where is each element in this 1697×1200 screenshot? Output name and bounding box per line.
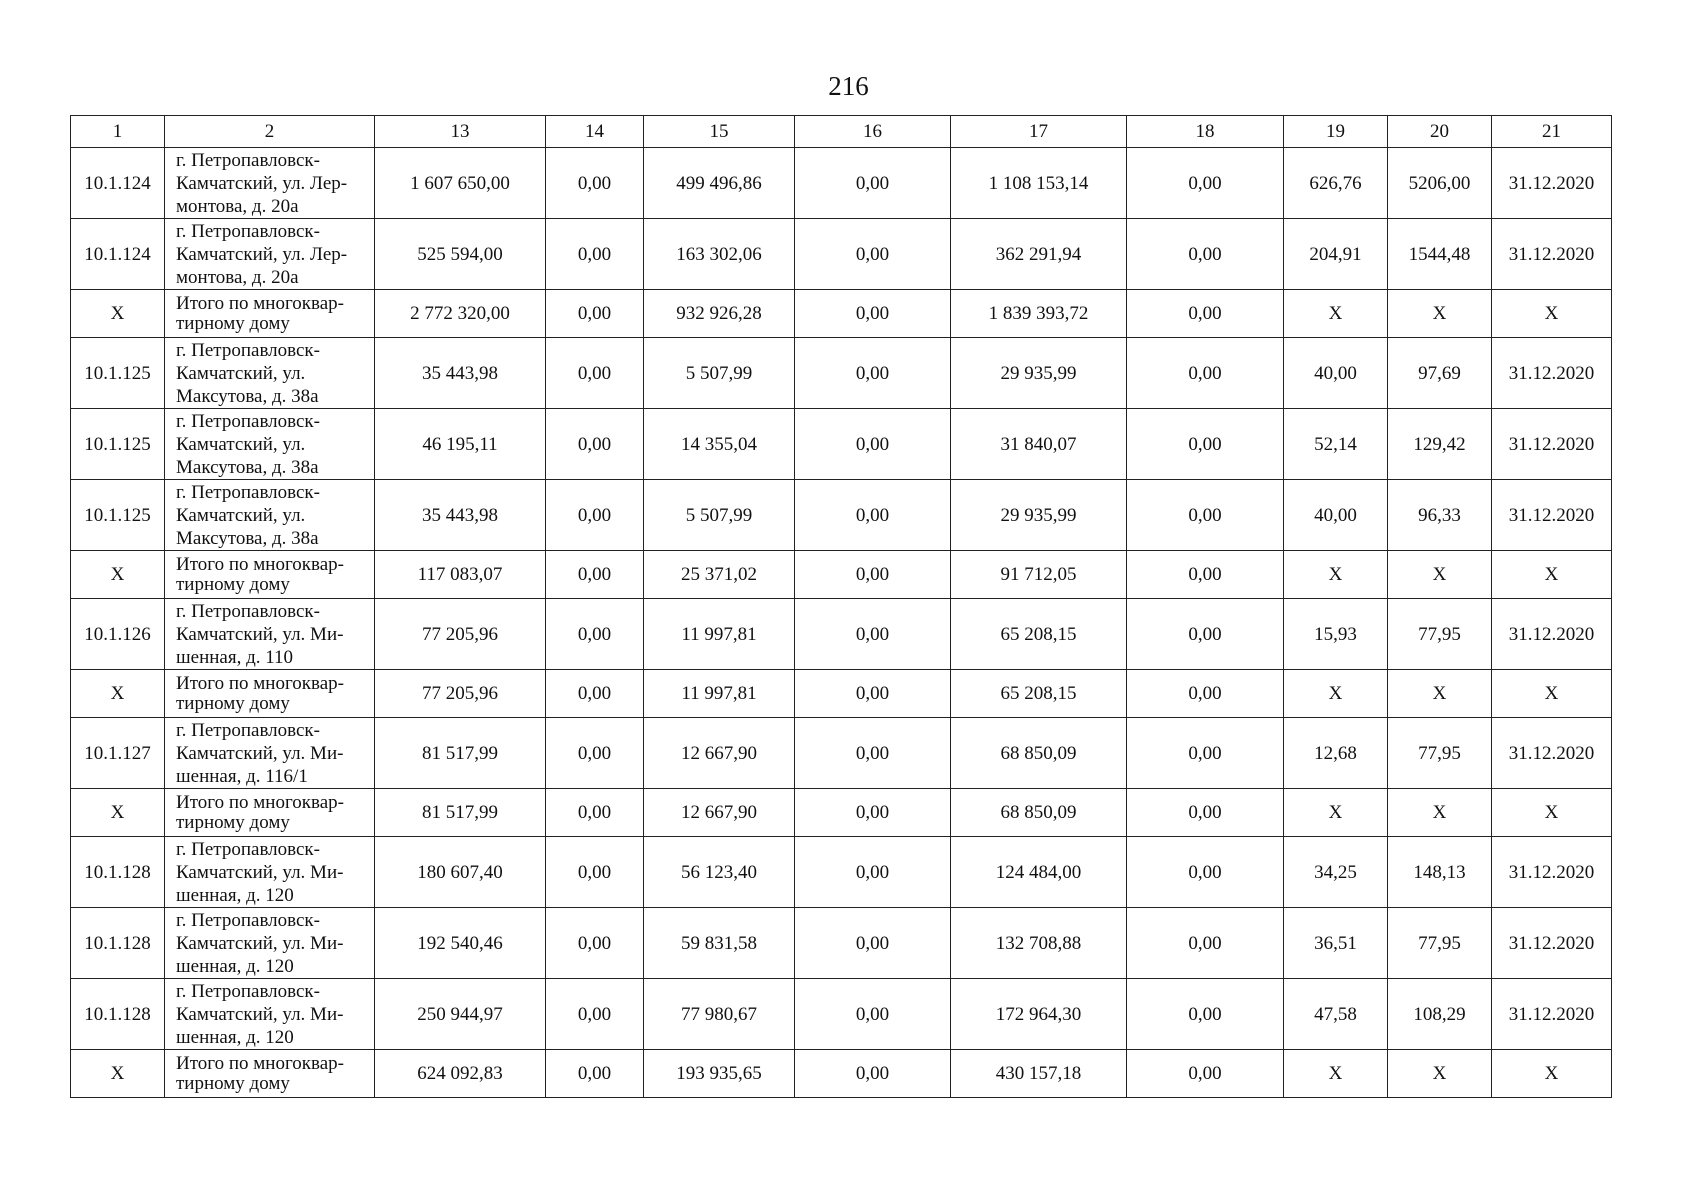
table-cell: 0,00 bbox=[1127, 551, 1284, 599]
table-cell: 0,00 bbox=[546, 979, 644, 1050]
table-row bbox=[71, 148, 1612, 219]
table-cell: X bbox=[1284, 1050, 1388, 1098]
table-cell: 129,42 bbox=[1388, 409, 1492, 480]
table-cell: 10.1.128 bbox=[71, 979, 165, 1050]
table-cell: 172 964,30 bbox=[951, 979, 1127, 1050]
table-cell: X bbox=[1388, 551, 1492, 599]
address-line: тирному дому bbox=[176, 1072, 290, 1094]
table-row bbox=[71, 837, 1612, 908]
table-cell: 0,00 bbox=[1127, 338, 1284, 409]
address-line: г. Петропавловск- bbox=[176, 220, 320, 242]
address-line: г. Петропавловск- bbox=[176, 410, 320, 432]
table-cell: 0,00 bbox=[1127, 1050, 1284, 1098]
table-cell: 52,14 bbox=[1284, 409, 1388, 480]
table-body bbox=[71, 148, 1612, 1098]
table-cell: 0,00 bbox=[795, 1050, 951, 1098]
table-cell: 0,00 bbox=[795, 338, 951, 409]
address-line: шенная, д. 110 bbox=[176, 646, 294, 668]
table-cell: 11 997,81 bbox=[644, 599, 795, 670]
table-cell: 0,00 bbox=[546, 290, 644, 338]
table-cell: 0,00 bbox=[546, 837, 644, 908]
address-line: Камчатский, ул. bbox=[176, 504, 306, 526]
table-cell: X bbox=[1284, 551, 1388, 599]
address-cell bbox=[165, 908, 375, 979]
table-cell: 35 443,98 bbox=[375, 338, 546, 409]
table-cell: 0,00 bbox=[795, 409, 951, 480]
table-cell: 0,00 bbox=[795, 670, 951, 718]
table-row bbox=[71, 480, 1612, 551]
table-cell: 12 667,90 bbox=[644, 718, 795, 789]
table-cell: 47,58 bbox=[1284, 979, 1388, 1050]
table-cell: 0,00 bbox=[795, 551, 951, 599]
table-row bbox=[71, 219, 1612, 290]
table-cell: 0,00 bbox=[795, 599, 951, 670]
table-cell: X bbox=[1492, 1050, 1612, 1098]
table-cell: X bbox=[1492, 290, 1612, 338]
table-cell: 77 205,96 bbox=[375, 670, 546, 718]
table-cell: 1 108 153,14 bbox=[951, 148, 1127, 219]
table-cell: 0,00 bbox=[1127, 599, 1284, 670]
column-header: 15 bbox=[644, 116, 795, 148]
table-cell: 0,00 bbox=[1127, 979, 1284, 1050]
address-line: тирному дому bbox=[176, 811, 290, 833]
address-line: Камчатский, ул. bbox=[176, 362, 306, 384]
table-cell: 29 935,99 bbox=[951, 480, 1127, 551]
table-cell: 34,25 bbox=[1284, 837, 1388, 908]
table-cell: X bbox=[71, 551, 165, 599]
address-line: Максутова, д. 38а bbox=[176, 385, 319, 407]
table-cell: 10.1.125 bbox=[71, 409, 165, 480]
column-header: 18 bbox=[1127, 116, 1284, 148]
table-cell: 56 123,40 bbox=[644, 837, 795, 908]
address-line: тирному дому bbox=[176, 692, 290, 714]
table-cell: 77,95 bbox=[1388, 718, 1492, 789]
address-line: Камчатский, ул. Ми- bbox=[176, 932, 344, 954]
table-cell: 35 443,98 bbox=[375, 480, 546, 551]
table-cell: 1 839 393,72 bbox=[951, 290, 1127, 338]
table-cell: X bbox=[1492, 551, 1612, 599]
address-line: Камчатский, ул. Ми- bbox=[176, 623, 344, 645]
table-cell: 10.1.128 bbox=[71, 837, 165, 908]
table-row bbox=[71, 338, 1612, 409]
address-line: Итого по многоквар- bbox=[176, 791, 344, 813]
table-cell: 10.1.128 bbox=[71, 908, 165, 979]
table-cell: 250 944,97 bbox=[375, 979, 546, 1050]
table-cell: 192 540,46 bbox=[375, 908, 546, 979]
table-cell: 81 517,99 bbox=[375, 789, 546, 837]
table-cell: 40,00 bbox=[1284, 338, 1388, 409]
table-cell: 193 935,65 bbox=[644, 1050, 795, 1098]
table-row bbox=[71, 409, 1612, 480]
address-line: шенная, д. 116/1 bbox=[176, 765, 308, 787]
table-cell: 97,69 bbox=[1388, 338, 1492, 409]
table-cell: 932 926,28 bbox=[644, 290, 795, 338]
table-cell: X bbox=[71, 290, 165, 338]
total-label-cell bbox=[165, 551, 375, 599]
table-cell: 65 208,15 bbox=[951, 670, 1127, 718]
table-cell: 0,00 bbox=[795, 718, 951, 789]
table-cell: 29 935,99 bbox=[951, 338, 1127, 409]
table-cell: 10.1.124 bbox=[71, 219, 165, 290]
table-cell: 68 850,09 bbox=[951, 789, 1127, 837]
table-cell: 65 208,15 bbox=[951, 599, 1127, 670]
address-line: Итого по многоквар- bbox=[176, 553, 344, 575]
table-cell: 36,51 bbox=[1284, 908, 1388, 979]
address-line: Максутова, д. 38а bbox=[176, 456, 319, 478]
table-cell: 0,00 bbox=[1127, 789, 1284, 837]
table-cell: 10.1.125 bbox=[71, 480, 165, 551]
table-cell: 15,93 bbox=[1284, 599, 1388, 670]
address-line: Итого по многоквар- bbox=[176, 292, 344, 314]
table-cell: 1 607 650,00 bbox=[375, 148, 546, 219]
address-cell bbox=[165, 979, 375, 1050]
table-cell: 46 195,11 bbox=[375, 409, 546, 480]
table-cell: 91 712,05 bbox=[951, 551, 1127, 599]
table-cell: 430 157,18 bbox=[951, 1050, 1127, 1098]
table-cell: 0,00 bbox=[1127, 480, 1284, 551]
table-cell: 0,00 bbox=[795, 979, 951, 1050]
column-header: 13 bbox=[375, 116, 546, 148]
address-cell bbox=[165, 837, 375, 908]
table-cell: 117 083,07 bbox=[375, 551, 546, 599]
address-line: шенная, д. 120 bbox=[176, 955, 294, 977]
table-cell: 31.12.2020 bbox=[1492, 480, 1612, 551]
table-cell: 10.1.124 bbox=[71, 148, 165, 219]
total-row bbox=[71, 670, 1612, 718]
table-cell: 0,00 bbox=[546, 409, 644, 480]
column-header: 16 bbox=[795, 116, 951, 148]
total-label-cell bbox=[165, 670, 375, 718]
table-cell: 77 205,96 bbox=[375, 599, 546, 670]
table-cell: 0,00 bbox=[1127, 148, 1284, 219]
address-line: Камчатский, ул. Лер- bbox=[176, 243, 348, 265]
table-cell: 362 291,94 bbox=[951, 219, 1127, 290]
address-line: монтова, д. 20а bbox=[176, 266, 299, 288]
table-cell: 499 496,86 bbox=[644, 148, 795, 219]
total-row bbox=[71, 1050, 1612, 1098]
address-line: Камчатский, ул. Ми- bbox=[176, 861, 344, 883]
address-line: монтова, д. 20а bbox=[176, 195, 299, 217]
table-cell: 0,00 bbox=[546, 718, 644, 789]
table-cell: 31.12.2020 bbox=[1492, 219, 1612, 290]
address-line: г. Петропавловск- bbox=[176, 481, 320, 503]
column-header: 21 bbox=[1492, 116, 1612, 148]
table-cell: 0,00 bbox=[546, 148, 644, 219]
table-cell: X bbox=[1492, 789, 1612, 837]
column-header: 1 bbox=[71, 116, 165, 148]
address-line: г. Петропавловск- bbox=[176, 719, 320, 741]
column-header: 2 bbox=[165, 116, 375, 148]
table-cell: 14 355,04 bbox=[644, 409, 795, 480]
table-cell: 0,00 bbox=[1127, 219, 1284, 290]
table-cell: 5 507,99 bbox=[644, 338, 795, 409]
table-cell: 77,95 bbox=[1388, 908, 1492, 979]
table-cell: 77,95 bbox=[1388, 599, 1492, 670]
table-cell: X bbox=[1492, 670, 1612, 718]
column-header: 17 bbox=[951, 116, 1127, 148]
total-label-cell bbox=[165, 290, 375, 338]
table-cell: 0,00 bbox=[1127, 290, 1284, 338]
address-line: г. Петропавловск- bbox=[176, 600, 320, 622]
table-cell: 148,13 bbox=[1388, 837, 1492, 908]
table-row bbox=[71, 718, 1612, 789]
table-cell: 1544,48 bbox=[1388, 219, 1492, 290]
table-cell: 11 997,81 bbox=[644, 670, 795, 718]
total-row bbox=[71, 551, 1612, 599]
page-number: 216 bbox=[828, 71, 869, 101]
address-line: г. Петропавловск- bbox=[176, 980, 320, 1002]
table-cell: 0,00 bbox=[546, 599, 644, 670]
table-cell: 0,00 bbox=[795, 148, 951, 219]
table-cell: 132 708,88 bbox=[951, 908, 1127, 979]
table-cell: 0,00 bbox=[1127, 718, 1284, 789]
total-label-cell bbox=[165, 1050, 375, 1098]
table-cell: 40,00 bbox=[1284, 480, 1388, 551]
address-cell bbox=[165, 148, 375, 219]
column-header: 19 bbox=[1284, 116, 1388, 148]
table-cell: 0,00 bbox=[795, 789, 951, 837]
address-line: Камчатский, ул. bbox=[176, 433, 306, 455]
table-cell: 0,00 bbox=[546, 670, 644, 718]
table-cell: X bbox=[1284, 290, 1388, 338]
table-cell: 31.12.2020 bbox=[1492, 148, 1612, 219]
address-cell bbox=[165, 338, 375, 409]
table-cell: X bbox=[71, 789, 165, 837]
address-line: шенная, д. 120 bbox=[176, 884, 294, 906]
table-cell: X bbox=[1388, 789, 1492, 837]
table-cell: 163 302,06 bbox=[644, 219, 795, 290]
table-cell: 0,00 bbox=[546, 789, 644, 837]
table-cell: 96,33 bbox=[1388, 480, 1492, 551]
table-cell: 31.12.2020 bbox=[1492, 718, 1612, 789]
table-cell: 0,00 bbox=[546, 908, 644, 979]
address-line: Камчатский, ул. Ми- bbox=[176, 1003, 344, 1025]
table-cell: 5 507,99 bbox=[644, 480, 795, 551]
table-cell: 0,00 bbox=[1127, 670, 1284, 718]
address-line: Камчатский, ул. Лер- bbox=[176, 172, 348, 194]
header-row bbox=[71, 116, 1612, 148]
table-cell: 31.12.2020 bbox=[1492, 409, 1612, 480]
table-cell: 31.12.2020 bbox=[1492, 979, 1612, 1050]
table-cell: 25 371,02 bbox=[644, 551, 795, 599]
table-cell: 626,76 bbox=[1284, 148, 1388, 219]
table-row bbox=[71, 908, 1612, 979]
table-cell: 31.12.2020 bbox=[1492, 338, 1612, 409]
column-header: 14 bbox=[546, 116, 644, 148]
address-cell bbox=[165, 219, 375, 290]
table-cell: 31.12.2020 bbox=[1492, 599, 1612, 670]
table-cell: 0,00 bbox=[546, 219, 644, 290]
table-cell: 31.12.2020 bbox=[1492, 908, 1612, 979]
column-header: 20 bbox=[1388, 116, 1492, 148]
table-cell: X bbox=[1388, 290, 1492, 338]
table-row bbox=[71, 979, 1612, 1050]
table-cell: 68 850,09 bbox=[951, 718, 1127, 789]
report-table bbox=[70, 115, 1612, 1098]
table-cell: 0,00 bbox=[795, 908, 951, 979]
table-cell: 0,00 bbox=[795, 837, 951, 908]
table-cell: 0,00 bbox=[795, 290, 951, 338]
table-cell: 624 092,83 bbox=[375, 1050, 546, 1098]
address-line: Камчатский, ул. Ми- bbox=[176, 742, 344, 764]
table-cell: 10.1.125 bbox=[71, 338, 165, 409]
address-cell bbox=[165, 718, 375, 789]
address-line: шенная, д. 120 bbox=[176, 1026, 294, 1048]
table-cell: 31.12.2020 bbox=[1492, 837, 1612, 908]
table-cell: X bbox=[1388, 670, 1492, 718]
table-cell: X bbox=[1284, 670, 1388, 718]
address-line: г. Петропавловск- bbox=[176, 909, 320, 931]
table-cell: 0,00 bbox=[546, 551, 644, 599]
address-line: г. Петропавловск- bbox=[176, 339, 320, 361]
address-line: г. Петропавловск- bbox=[176, 149, 320, 171]
table-cell: 124 484,00 bbox=[951, 837, 1127, 908]
table-cell: X bbox=[71, 670, 165, 718]
table-cell: X bbox=[1284, 789, 1388, 837]
address-line: Максутова, д. 38а bbox=[176, 527, 319, 549]
table-cell: 204,91 bbox=[1284, 219, 1388, 290]
total-label-cell bbox=[165, 789, 375, 837]
table-cell: 0,00 bbox=[795, 480, 951, 551]
table-cell: 10.1.126 bbox=[71, 599, 165, 670]
address-line: тирному дому bbox=[176, 573, 290, 595]
table-cell: 5206,00 bbox=[1388, 148, 1492, 219]
table-cell: 2 772 320,00 bbox=[375, 290, 546, 338]
address-line: Итого по многоквар- bbox=[176, 672, 344, 694]
table-cell: 81 517,99 bbox=[375, 718, 546, 789]
table-cell: 0,00 bbox=[546, 338, 644, 409]
table-cell: 180 607,40 bbox=[375, 837, 546, 908]
table-header bbox=[71, 116, 1612, 148]
table-cell: 108,29 bbox=[1388, 979, 1492, 1050]
table-cell: 0,00 bbox=[1127, 409, 1284, 480]
table-cell: 525 594,00 bbox=[375, 219, 546, 290]
table-cell: 12 667,90 bbox=[644, 789, 795, 837]
table-cell: 0,00 bbox=[546, 480, 644, 551]
table-cell: 77 980,67 bbox=[644, 979, 795, 1050]
table-cell: X bbox=[71, 1050, 165, 1098]
table-cell: 0,00 bbox=[795, 219, 951, 290]
address-line: г. Петропавловск- bbox=[176, 838, 320, 860]
address-cell bbox=[165, 409, 375, 480]
address-cell bbox=[165, 480, 375, 551]
table-cell: 59 831,58 bbox=[644, 908, 795, 979]
table-cell: 10.1.127 bbox=[71, 718, 165, 789]
table-cell: 0,00 bbox=[1127, 908, 1284, 979]
total-row bbox=[71, 789, 1612, 837]
table-cell: 0,00 bbox=[1127, 837, 1284, 908]
table-cell: 12,68 bbox=[1284, 718, 1388, 789]
table-cell: 31 840,07 bbox=[951, 409, 1127, 480]
address-cell bbox=[165, 599, 375, 670]
table-cell: X bbox=[1388, 1050, 1492, 1098]
total-row bbox=[71, 290, 1612, 338]
address-line: Итого по многоквар- bbox=[176, 1052, 344, 1074]
address-line: тирному дому bbox=[176, 312, 290, 334]
table-row bbox=[71, 599, 1612, 670]
table-cell: 0,00 bbox=[546, 1050, 644, 1098]
